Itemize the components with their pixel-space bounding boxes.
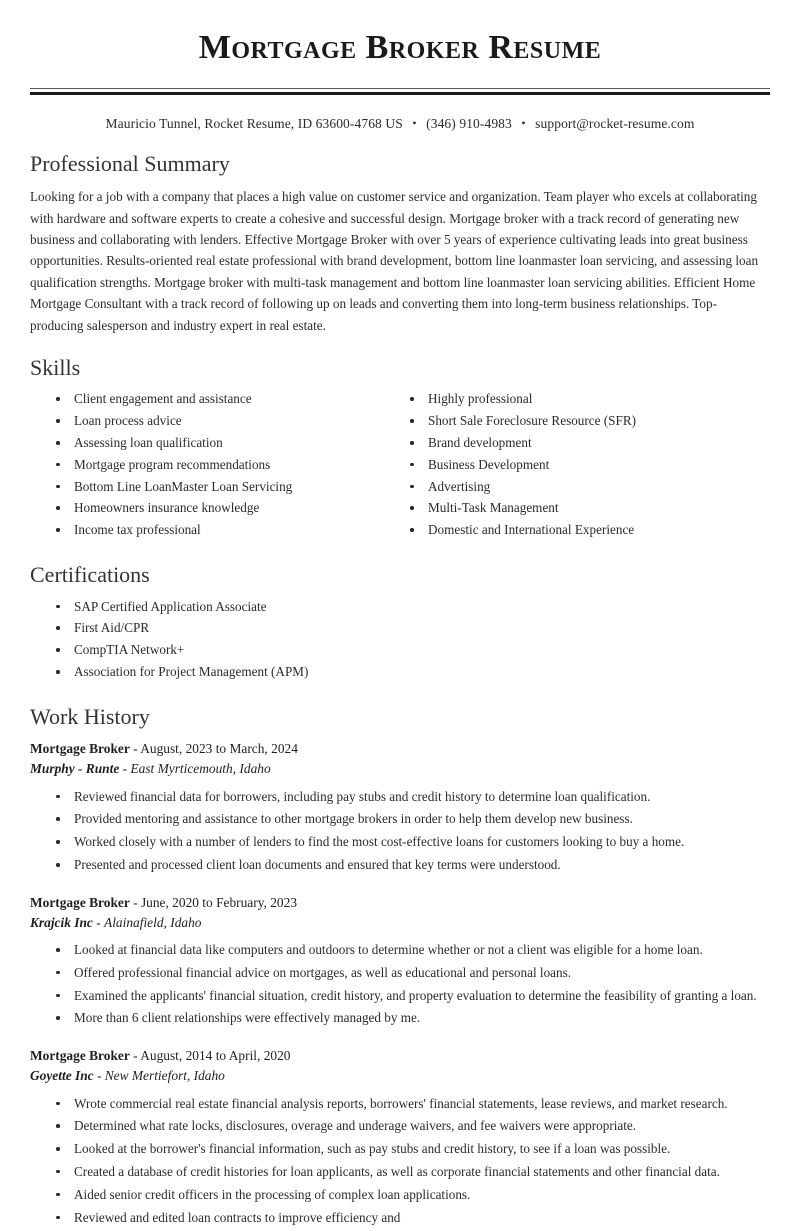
list-item: Homeowners insurance knowledge (52, 499, 400, 521)
job-header-line (30, 893, 770, 913)
contact-line (30, 116, 770, 132)
job-location: New Mertiefort, Idaho (104, 1068, 225, 1084)
section-heading-work-history: Work History (30, 703, 150, 729)
job-dash: - (129, 1048, 141, 1064)
job-company: Krajcik Inc (30, 914, 93, 930)
list-item: Determined what rate locks, disclosures, overage and underage waivers, and fee waivers were appropriate. (52, 1117, 770, 1140)
skills-column-right (400, 390, 770, 543)
list-item: SAP Certified Application Associate (52, 598, 770, 620)
job-dash: - (92, 914, 105, 930)
list-item: First Aid/CPR (52, 619, 770, 641)
list-item: Association for Project Management (APM) (52, 663, 770, 685)
job-dash: - (129, 894, 141, 910)
list-item: Highly professional (406, 390, 770, 412)
list-item: Short Sale Foreclosure Resource (SFR) (406, 412, 770, 434)
section-heading-certifications: Certifications (30, 562, 150, 588)
section-work-history (30, 703, 770, 1231)
contact-phone: (346) 910-4983 (426, 115, 512, 131)
skills-list-right (400, 390, 770, 543)
list-item: Examined the applicants' financial situation, credit history, and property evaluation to determine the feasibility of granting a loan. (52, 987, 770, 1010)
summary-paragraph: Looking for a job with a company that places a high value on customer service and organization. Team player who excels at collaborating with hardware and software experts to create a cohesive and successful design. Mortgage broker with a track record of generating new business and collaborating with lenders. Effective Mortgage Broker with over 5 years of experience cultivating leads into great business opportunities. Results-oriented real estate professional with brand development, bottom line loanmaster loan servicing, and assessing loan qualification strengths. Mortgage broker with multi-task management and bottom line loanmaster loan servicing abilities. Efficient Home Mortgage Consultant with a track record of following up on leads and converting them into long-term business relationships. Top-producing salesperson and industry expert in real estate. (30, 189, 759, 333)
job-bullets (30, 941, 770, 1032)
job-company: Goyette Inc (30, 1068, 94, 1084)
list-item: CompTIA Network+ (52, 641, 770, 663)
list-item: Presented and processed client loan documents and ensured that key terms were understood. (52, 856, 770, 879)
job-dates: June, 2020 to February, 2023 (140, 894, 298, 910)
divider-thick-line (30, 92, 770, 95)
section-heading-summary: Professional Summary (30, 150, 230, 176)
list-item: Reviewed and edited loan contracts to improve efficiency and (52, 1209, 770, 1231)
list-item: Loan process advice (52, 412, 400, 434)
certifications-list (30, 598, 770, 685)
list-item: Looked at financial data like computers and outdoors to determine whether or not a client was eligible for a home loan. (52, 941, 770, 964)
section-certifications (30, 561, 770, 685)
job-bullets (30, 1095, 770, 1231)
skills-list-left (30, 390, 400, 543)
list-item: Brand development (406, 434, 770, 456)
job-header-line (30, 1046, 770, 1066)
list-item: Offered professional financial advice on mortgages, as well as educational and personal loans. (52, 964, 770, 987)
header-divider (30, 88, 770, 95)
job-company-line (30, 1066, 770, 1086)
job-company-line (30, 759, 770, 779)
job-location: Alainafield, Idaho (104, 914, 202, 930)
contact-separator-1: • (412, 115, 417, 130)
list-item: Reviewed financial data for borrowers, including pay stubs and credit history to determine loan qualification. (52, 788, 770, 811)
list-item: Advertising (406, 478, 770, 500)
job-header-line (30, 739, 770, 759)
list-item: Mortgage program recommendations (52, 456, 400, 478)
job-dates: August, 2023 to March, 2024 (140, 741, 298, 757)
section-professional-summary (30, 150, 770, 336)
list-item: Provided mentoring and assistance to other mortgage brokers in order to help them develop new business. (52, 810, 770, 833)
job-company: Murphy - Runte (30, 761, 120, 777)
job-bullets (30, 788, 770, 879)
list-item: Created a database of credit histories for loan applicants, as well as corporate financial statements and other financial data. (52, 1163, 770, 1186)
contact-email: support@rocket-resume.com (535, 115, 695, 131)
list-item: Assessing loan qualification (52, 434, 400, 456)
skills-columns (30, 390, 770, 543)
list-item: Wrote commercial real estate financial analysis reports, borrowers' financial statements, lease reviews, and market research. (52, 1095, 770, 1118)
job-dash: - (129, 741, 141, 757)
job-dash: - (93, 1068, 105, 1084)
section-heading-skills: Skills (30, 354, 81, 380)
page-title: Mortgage Broker Resume (198, 29, 602, 66)
list-item: More than 6 client relationships were effectively managed by me. (52, 1009, 770, 1032)
list-item: Domestic and International Experience (406, 521, 770, 543)
job-company-line (30, 913, 770, 933)
contact-separator-2: • (521, 115, 526, 130)
job-title: Mortgage Broker (30, 1048, 130, 1064)
list-item: Bottom Line LoanMaster Loan Servicing (52, 478, 400, 500)
job-title: Mortgage Broker (30, 894, 130, 910)
job-dates: August, 2014 to April, 2020 (140, 1048, 291, 1064)
work-history-entry (30, 739, 770, 878)
list-item: Income tax professional (52, 521, 400, 543)
list-item: Business Development (406, 456, 770, 478)
job-dash: - (119, 761, 131, 777)
contact-name-id: Mauricio Tunnel, Rocket Resume, ID 63600-4768 US (105, 115, 403, 131)
work-history-entry (30, 893, 770, 1032)
list-item: Aided senior credit officers in the processing of complex loan applications. (52, 1186, 770, 1209)
skills-column-left (30, 390, 400, 543)
list-item: Client engagement and assistance (52, 390, 400, 412)
list-item: Looked at the borrower's financial information, such as pay stubs and credit history, to see if a loan was possible. (52, 1140, 770, 1163)
work-history-entry (30, 1046, 770, 1231)
section-skills (30, 354, 770, 543)
job-location: East Myrticemouth, Idaho (130, 761, 271, 777)
job-title: Mortgage Broker (30, 741, 130, 757)
list-item: Worked closely with a number of lenders to find the most cost-effective loans for customers looking to buy a home. (52, 833, 770, 856)
list-item: Multi-Task Management (406, 499, 770, 521)
